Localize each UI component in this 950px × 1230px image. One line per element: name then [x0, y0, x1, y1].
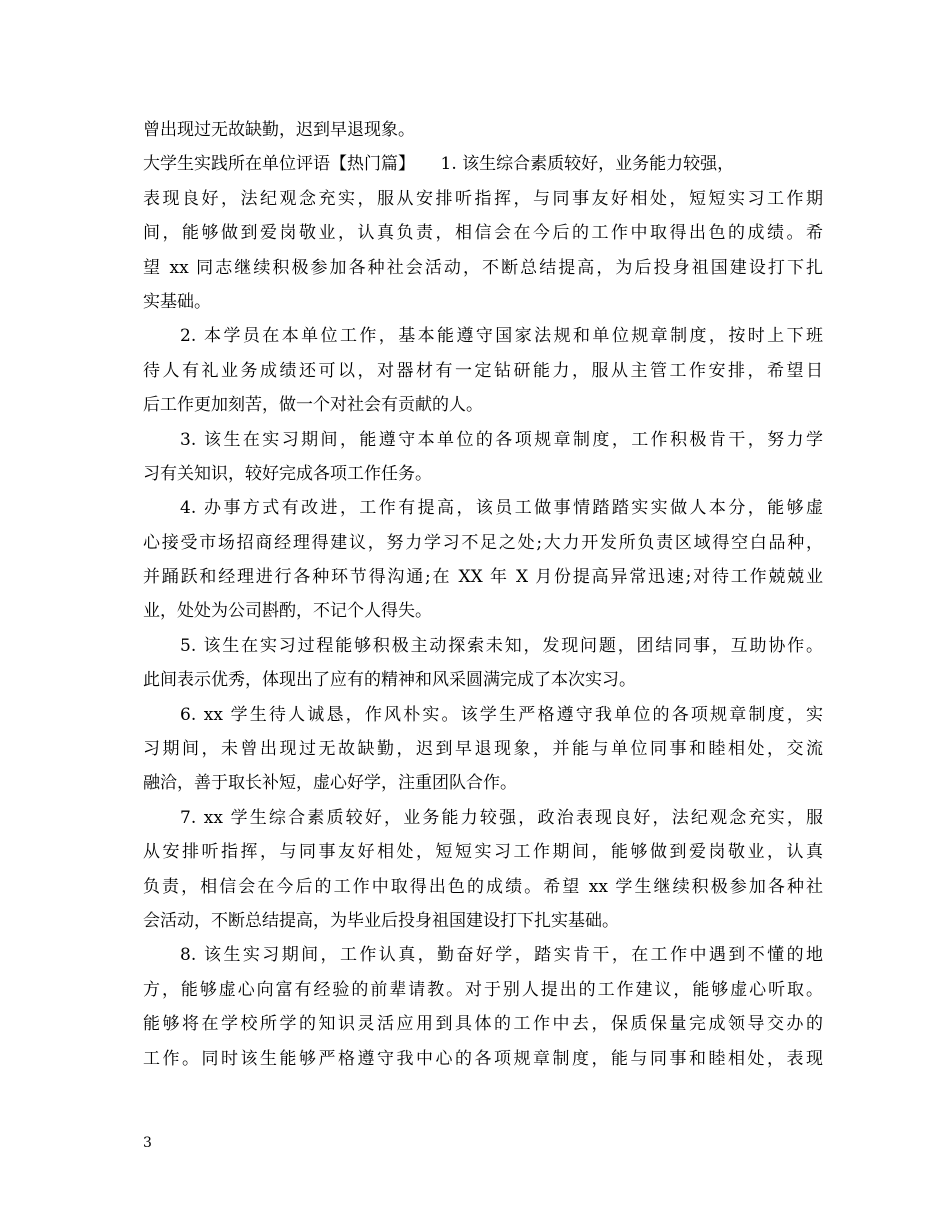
text-line: 间，能够做到爱岗敬业，认真负责，相信会在今后的工作中取得出色的成绩。希: [143, 223, 823, 244]
text-line: 习有关知识，较好完成各项工作任务。: [143, 463, 432, 484]
text-line: 能够将在学校所学的知识灵活应用到具体的工作中去，保质保量完成领导交办的: [143, 1014, 823, 1035]
text-line: 4. 办事方式有改进，工作有提高，该员工做事情踏踏实实做人本分，能够虚: [180, 498, 823, 519]
document-body: [143, 113, 823, 1076]
text-line: 6. xx 学生待人诚恳，作风朴实。该学生严格遵守我单位的各项规章制度，实: [180, 704, 823, 725]
text-line: 2. 本学员在本单位工作，基本能遵守国家法规和单位规章制度，按时上下班: [180, 326, 823, 347]
text-line: 实基础。: [143, 291, 211, 312]
text-line: 大学生实践所在单位评语【热门篇】 1. 该生综合素质较好，业务能力较强，: [143, 154, 735, 175]
text-line: 表现良好，法纪观念充实，服从安排听指挥，与同事友好相处，短短实习工作期: [143, 188, 823, 209]
text-line: 融洽，善于取长补短，虚心好学，注重团队合作。: [143, 773, 517, 794]
text-line: 此间表示优秀，体现出了应有的精神和风采圆满完成了本次实习。: [143, 670, 636, 691]
text-line: 并踊跃和经理进行各种环节得沟通;在 XX 年 X 月份提高异常迅速;对待工作兢兢业: [143, 567, 823, 588]
text-line: 会活动，不断总结提高，为毕业后投身祖国建设打下扎实基础。: [143, 910, 619, 931]
text-line: 负责，相信会在今后的工作中取得出色的成绩。希望 xx 学生继续积极参加各种社: [143, 876, 823, 897]
text-line: 工作。同时该生能够严格遵守我中心的各项规章制度，能与同事和睦相处，表现: [143, 1048, 823, 1069]
text-line: 曾出现过无故缺勤，迟到早退现象。: [143, 120, 415, 140]
text-line: 待人有礼业务成绩还可以，对器材有一定钻研能力，服从主管工作安排，希望日: [143, 360, 823, 381]
text-line: 业，处处为公司斟酌，不记个人得失。: [143, 601, 432, 622]
text-line: 方，能够虚心向富有经验的前辈请教。对于别人提出的工作建议，能够虚心听取。: [143, 979, 823, 1000]
text-line: 从安排听指挥，与同事友好相处，短短实习工作期间，能够做到爱岗敬业，认真: [143, 842, 823, 863]
text-line: 5. 该生在实习过程能够积极主动探索未知，发现问题，团结同事，互助协作。: [180, 635, 823, 656]
text-line: 心接受市场招商经理得建议，努力学习不足之处;大力开发所负责区域得空白品种，: [143, 532, 823, 553]
text-line: 后工作更加刻苦，做一个对社会有贡献的人。: [143, 395, 483, 416]
text-line: 习期间，未曾出现过无故缺勤，迟到早退现象，并能与单位同事和睦相处，交流: [143, 739, 823, 760]
text-line: 3. 该生在实习期间，能遵守本单位的各项规章制度，工作积极肯干，努力学: [180, 429, 823, 450]
text-line: 8. 该生实习期间，工作认真，勤奋好学，踏实肯干，在工作中遇到不懂的地: [180, 945, 823, 966]
text-line: 7. xx 学生综合素质较好，业务能力较强，政治表现良好，法纪观念充实，服: [180, 807, 823, 828]
page-number: 3: [143, 1135, 152, 1151]
text-line: 望 xx 同志继续积极参加各种社会活动，不断总结提高，为后投身祖国建设打下扎: [143, 257, 823, 278]
